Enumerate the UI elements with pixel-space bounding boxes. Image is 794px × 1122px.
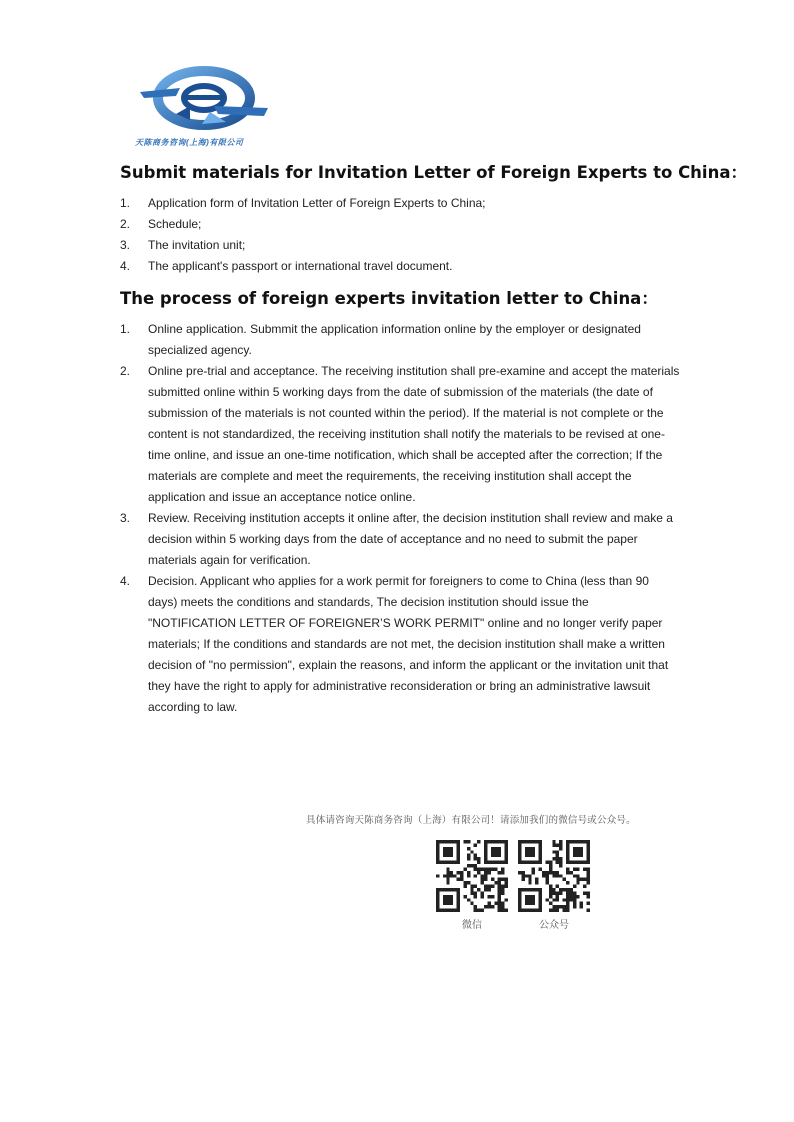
list-item-number: 4. [120,259,131,273]
list-item-text: Application form of Invitation Letter of Foreign Experts to China; [148,196,486,210]
list-item [120,319,680,361]
contact-block [306,812,686,931]
list-item-text: The invitation unit; [148,238,246,252]
wechat-qr-label: 微信 [462,920,482,931]
list-item-number: 1. [120,322,131,336]
official-account-qr-label: 公众号 [539,920,569,931]
list-item-number: 1. [120,196,131,210]
wechat-qr-code-icon [436,840,508,912]
list-item [120,256,680,277]
section1-heading: Submit materials for Invitation Letter of Foreign Experts to China： [120,163,747,182]
list-item-number: 2. [120,217,131,231]
list-item-number: 3. [120,511,131,525]
list-item-text: Decision. Applicant who applies for a work permit for foreigners to come to China (less than 90 days) meets the conditions and standards, The decision institution should issue the "NOTIFICATION LETTER OF FOREIGNER’S WORK PERMIT" online and no longer verify paper materials; If the conditions and standards are not met, the decision institution shall make a written decision of "no permission", explain the reasons, and inform the applicant or the invitation unit that they have the right to apply for administrative reconsideration or bring an administrative lawsuit according to law. [148,574,669,714]
logo-caption: 天陈商务咨询(上海)有限公司 [135,138,244,147]
list-item [120,508,680,571]
contact-text: 具体请咨询天陈商务咨询（上海）有限公司！请添加我们的微信号或公众号。 [306,815,636,826]
official-account-qr-code-icon [518,840,590,912]
section2-heading: The process of foreign experts invitation letter to China： [120,289,658,308]
list-item [120,214,680,235]
list-item-number: 2. [120,364,131,378]
list-item-text: Schedule; [148,217,202,231]
list-item-text: Review. Receiving institution accepts it online after, the decision institution shall review and make a decision within 5 working days from the date of acceptance and no need to submit the paper materials again for verification. [148,511,673,567]
list-item-number: 3. [120,238,131,252]
list-item [120,361,680,508]
list-item-number: 4. [120,574,131,588]
list-item [120,193,680,214]
list-item-text: The applicant's passport or international travel document. [148,259,453,273]
document-body [120,160,747,718]
list-item-text: Online pre-trial and acceptance. The receiving institution shall pre-examine and accept the materials submitted online within 5 working days from the date of submission of the materials (the date of submission of the materials is not counted within the period). If the material is not complete or the content is not standardized, the receiving institution shall notify the materials to be revised at one-time online, and issue an one-time notification, which shall be accepted after the correction; If the materials are complete and meet the requirements, the receiving institution shall accept the application and issue an acceptance notice online. [148,364,680,504]
process-list [120,319,680,718]
materials-list [120,193,680,277]
list-item-text: Online application. Submmit the application information online by the employer or designated specialized agency. [148,322,641,357]
list-item [120,571,680,718]
list-item [120,235,680,256]
